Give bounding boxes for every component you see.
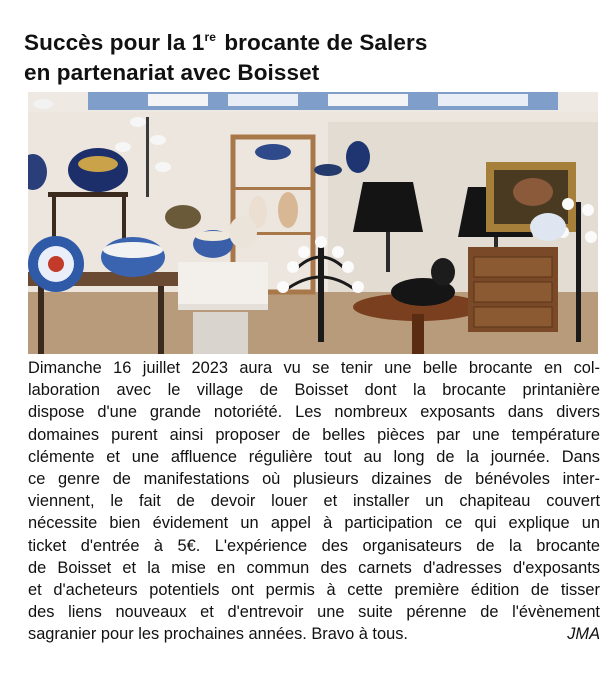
article-line: nécessite bien évidement un appel à participation ce qui explique un [28, 514, 600, 533]
article-line: dispose d'une grande notoriété. Les nombreux exposants dans divers [28, 403, 600, 422]
article-line: de Boisset et la mise en commun des carnets d'adresses d'exposants [28, 558, 600, 577]
article-line: ticket d'entrée à 5€. L'expérience des organisateurs de la brocante [28, 536, 600, 555]
headline-line-2: en partenariat avec Boisset [24, 60, 320, 85]
article-line: laboration avec le village de Boisset dont la brocante printanière [28, 381, 600, 400]
article-line: ce genre de manifestations où plusieurs dizaines de bénévoles inter- [28, 470, 600, 489]
article-line: domaines purent ainsi proposer de belles pièces par une température [28, 425, 600, 444]
article-line: des liens nouveaux et d'entrevoir une suite pérenne de l'évènement [28, 603, 600, 622]
article-headline [24, 22, 594, 88]
article-last-line [28, 623, 600, 645]
article-body [28, 357, 600, 646]
author-signature: JMA [567, 625, 600, 644]
headline-line-1: Succès pour la 1re brocante de Salers [24, 30, 428, 55]
brocante-photo [28, 92, 598, 354]
article-line: viennent, le fait de devoir louer et installer un chapiteau couvert [28, 492, 600, 511]
article-closing-text: sagranier pour les prochaines années. Bravo à tous. [28, 625, 408, 644]
article-line: Dimanche 16 juillet 2023 aura vu se tenir une belle brocante en col- [28, 359, 600, 377]
article-line: et d'acheteurs potentiels ont permis à cette première édition de tisser [28, 581, 600, 600]
article-line: clémente et une affluence régulière tout au long de la journée. Dans [28, 447, 600, 466]
